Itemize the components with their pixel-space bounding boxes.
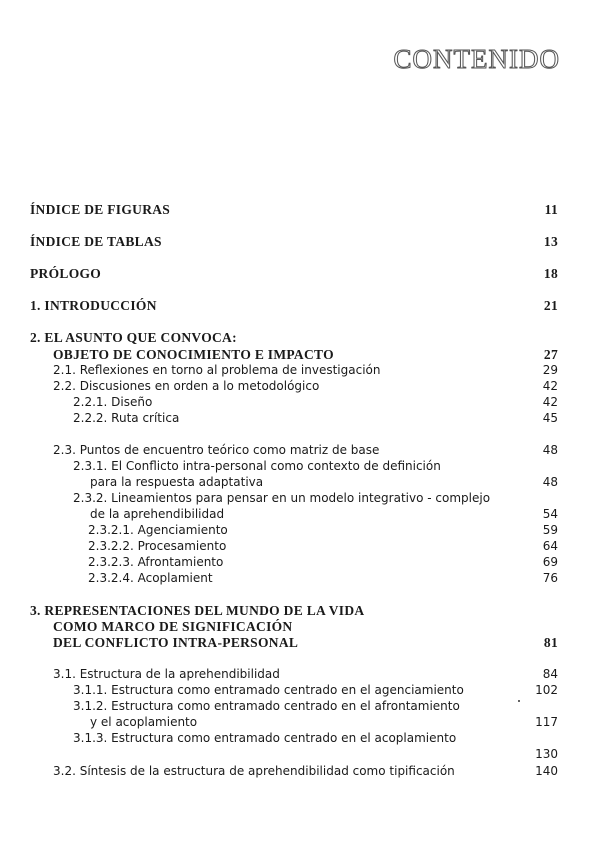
toc-entry-title: 2.3.2.4. Acoplamient: [88, 571, 213, 585]
toc-entry: [0, 538, 600, 555]
toc-entry-page: 29: [542, 363, 558, 377]
toc-entry-title: 2.3. Puntos de encuentro teórico como matriz de base: [53, 443, 380, 457]
toc-entry-title: 3.1. Estructura de la aprehendibilidad: [53, 667, 280, 681]
toc-entry-page: 54: [542, 507, 558, 521]
toc-entry-title: 3.1.1. Estructura como entramado centrado en el agenciamiento: [73, 683, 464, 697]
toc-entry-title: COMO MARCO DE SIGNIFICACIÓN: [53, 619, 293, 634]
toc-entry: [0, 698, 600, 715]
toc-entry-page: 59: [542, 523, 558, 537]
toc-entry-title: ÍNDICE DE TABLAS: [30, 234, 162, 249]
toc-entry-page: 76: [542, 571, 558, 585]
toc-entry: [0, 233, 600, 250]
toc-entry-title: de la aprehendibilidad: [90, 507, 225, 521]
toc-entry: [0, 682, 600, 699]
toc-entry: [0, 714, 600, 731]
toc-entry: [0, 410, 600, 427]
toc-entry-page: 81: [543, 635, 558, 650]
toc-entry-title: 3.1.2. Estructura como entramado centrado en el afrontamiento: [73, 699, 460, 713]
toc-entry: [0, 329, 600, 346]
toc-entry-title: 2.1. Reflexiones en torno al problema de investigación: [53, 363, 381, 377]
toc-entry: [0, 265, 600, 282]
toc-entry: [0, 442, 600, 459]
toc-entry-title: 2.3.1. El Conflicto intra-personal como contexto de definición: [73, 459, 441, 473]
toc-entry-page: 27: [543, 347, 558, 362]
toc-entry-title: para la respuesta adaptativa: [90, 475, 264, 489]
toc-entry: [0, 602, 600, 619]
toc-entry-title: 1. INTRODUCCIÓN: [30, 298, 157, 313]
toc-entry-title: 2.2. Discusiones en orden a lo metodológico: [53, 379, 320, 393]
toc-entry-page: 11: [544, 202, 558, 217]
toc-entry: [0, 554, 600, 571]
toc-entry-title: 2.2.2. Ruta crítica: [73, 411, 180, 425]
toc-entry-title: 3.1.3. Estructura como entramado centrado en el acoplamiento: [73, 731, 457, 745]
toc-entry-title: 3.2. Síntesis de la estructura de aprehendibilidad como tipificación: [53, 764, 455, 778]
toc-entry: [0, 201, 600, 218]
toc-entry-page: 18: [543, 266, 558, 281]
toc-entry-title: DEL CONFLICTO INTRA-PERSONAL: [53, 635, 299, 650]
toc-entry-page: 13: [543, 234, 558, 249]
toc-entry-page: 48: [542, 443, 558, 457]
toc-entry: [0, 746, 600, 763]
page-title: CONTENIDO: [393, 44, 560, 74]
toc-entry-title: 2.3.2.1. Agenciamiento: [88, 523, 228, 537]
toc-entry-title: ÍNDICE DE FIGURAS: [30, 202, 171, 217]
toc-entry-page: 64: [542, 539, 558, 553]
toc-entry: [0, 763, 600, 780]
toc-entry: [0, 618, 600, 635]
toc-entry-page: 117: [535, 715, 558, 729]
toc-entry: [0, 362, 600, 379]
toc-entry-title: 2.3.2. Lineamientos para pensar en un modelo integrativo - complejo: [73, 491, 491, 505]
toc-entry-title: PRÓLOGO: [30, 266, 102, 281]
toc-entry-title: 2.2.1. Diseño: [73, 395, 153, 409]
toc-entry: [0, 297, 600, 314]
toc-entry-page: 69: [542, 555, 558, 569]
toc-entry-title: 3. REPRESENTACIONES DEL MUNDO DE LA VIDA: [30, 603, 365, 618]
toc-entry-title: 2. EL ASUNTO QUE CONVOCA:: [30, 330, 237, 345]
toc-entry-page: 42: [542, 395, 558, 409]
toc-entry-page: 42: [542, 379, 558, 393]
toc-entry: [0, 634, 600, 651]
toc-entry: [0, 474, 600, 491]
toc-entry: [0, 506, 600, 523]
toc-entry: [0, 522, 600, 539]
toc-entry-page: 48: [542, 475, 558, 489]
toc-entry-page: 21: [543, 298, 558, 313]
toc-entry-page: 84: [542, 667, 558, 681]
toc-entry-title: OBJETO DE CONOCIMIENTO E IMPACTO: [53, 347, 334, 362]
toc-entry-title: 2.3.2.3. Afrontamiento: [88, 555, 224, 569]
toc-entry: [0, 394, 600, 411]
toc-entry: [0, 666, 600, 683]
toc-entry-title: 2.3.2.2. Procesamiento: [88, 539, 227, 553]
toc-entry-page: 140: [535, 764, 558, 778]
toc-entry-title: y el acoplamiento: [90, 715, 198, 729]
toc-entry: [0, 730, 600, 747]
toc-entry: [0, 346, 600, 363]
toc-entry: [0, 378, 600, 395]
toc-entry: [0, 570, 600, 587]
toc-entry: [0, 490, 600, 507]
toc-entry-page: 130: [535, 747, 558, 761]
toc-entry: [0, 458, 600, 475]
toc-entry-page: 45: [542, 411, 558, 425]
speck: [518, 700, 520, 702]
toc-entry-page: 102: [535, 683, 558, 697]
